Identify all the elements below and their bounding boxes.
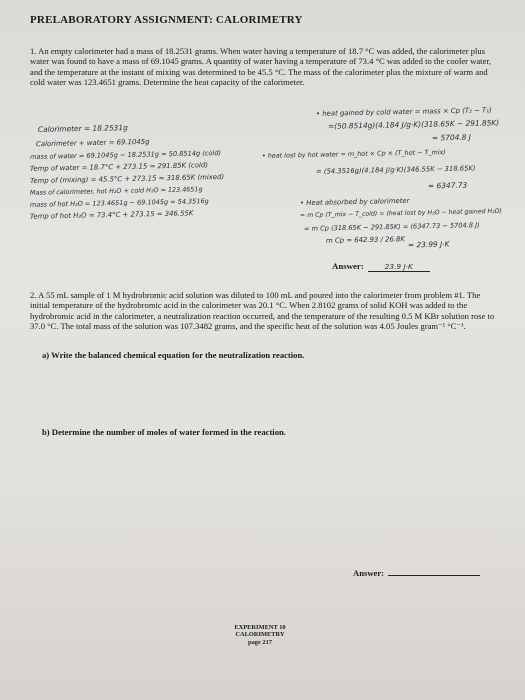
problem-2-part-a: a) Write the balanced chemical equation for the neutralization reaction. xyxy=(42,350,305,360)
handwriting-line: • heat gained by cold water = mass × Cp (T₂ − T₁) xyxy=(315,106,492,118)
handwriting-line: • heat lost by hot water = m_hot × Cp × (T_hot − T_mix) xyxy=(261,148,446,160)
handwriting-line: = m Cp (T_mix − T_cold) = (heat lost by H₂O − heat gained H₂O) xyxy=(299,207,502,220)
handwriting-line: Calorimeter + water = 69.1045g xyxy=(35,137,150,149)
handwriting-line: = 23.99 J·K xyxy=(407,239,450,250)
footer-experiment: EXPERIMENT 10 xyxy=(234,624,286,631)
handwriting-line: = (54.3516g)(4.184 J/g·K)(346.55K − 318.65K) xyxy=(315,164,476,176)
handwriting-line: • Heat absorbed by calorimeter xyxy=(299,196,410,208)
answer-value: 23.9 J·K xyxy=(368,262,430,272)
handwriting-line: mass of water = 69.1045g − 18.2531g = 50.8514g (cold) xyxy=(29,148,222,162)
handwriting-line: Calorimeter = 18.2531g xyxy=(37,123,128,134)
handwriting-line: m Cp = 642.93 / 26.8K xyxy=(325,235,405,245)
handwriting-line: Mass of calorimeter, hot H₂O + cold H₂O = 123.4651g xyxy=(29,185,203,197)
handwriting-line: =(50.8514g)(4.184 J/g·K)(318.65K − 291.85K) xyxy=(327,118,500,131)
handwriting-line: = m Cp (318.65K − 291.85K) = (6347.73 − 5704.8 J) xyxy=(303,221,480,233)
handwriting-line: mass of hot H₂O = 123.4651g − 69.1045g = 54.3516g xyxy=(29,197,209,209)
answer-blank-line xyxy=(388,567,480,576)
page-title: PRELABORATORY ASSIGNMENT: CALORIMETRY xyxy=(30,14,303,26)
handwriting-line: Temp of hot H₂O = 73.4°C + 273.15 = 346.55K xyxy=(29,209,194,221)
answer-label: Answer: xyxy=(332,261,364,271)
problem-1-text: 1. An empty calorimeter had a mass of 18.2531 grams. When water having a temperature of 18.7 °C was added, the calorimeter plus water was found to have a mass of 69.1045 grams. A quantity of water having a temperature of 73.4 °C was added to the cooler water, and the temperature at the instant of mixing was determined to be 45.5 °C. The mass of the calorimeter plus the mixture of warm and cold water was 123.4651 grams. Determine the heat capacity of the calorimeter. xyxy=(30,46,492,87)
handwriting-line: Temp of water = 18.7°C + 273.15 = 291.85K (cold) xyxy=(29,161,209,173)
problem-1-answer xyxy=(332,261,430,272)
problem-2-answer xyxy=(353,567,480,578)
handwriting-line: = 5704.8 J xyxy=(431,132,472,143)
answer-label: Answer: xyxy=(353,568,385,578)
handwriting-line: = 6347.73 xyxy=(427,180,468,191)
footer-name: CALORIMETRY xyxy=(235,631,285,639)
problem-2-text: 2. A 55 mL sample of 1 M hydrobromic acid solution was diluted to 100 mL and poured into the calorimeter from problem #1. The initial temperature of the hydrobromic acid in the calorimeter was 20.1 °C. When 2.8102 grams of solid KOH was added to the hydrobromic acid in the calorimeter, a neutralization reaction occurred, and the temperature of the resulting 0.5 M KBr solution rose to 37.0 °C. The total mass of the solution was 107.3482 grams, and the specific heat of the solution was 4.05 Joules gram⁻¹ °C⁻¹. xyxy=(30,290,495,331)
page-footer xyxy=(200,624,320,646)
problem-2-part-b: b) Determine the number of moles of water formed in the reaction. xyxy=(42,427,286,437)
footer-page-number: page 217 xyxy=(248,638,272,646)
handwriting-line: Temp of (mixing) = 45.5°C + 273.15 = 318.65K (mixed) xyxy=(29,172,225,186)
